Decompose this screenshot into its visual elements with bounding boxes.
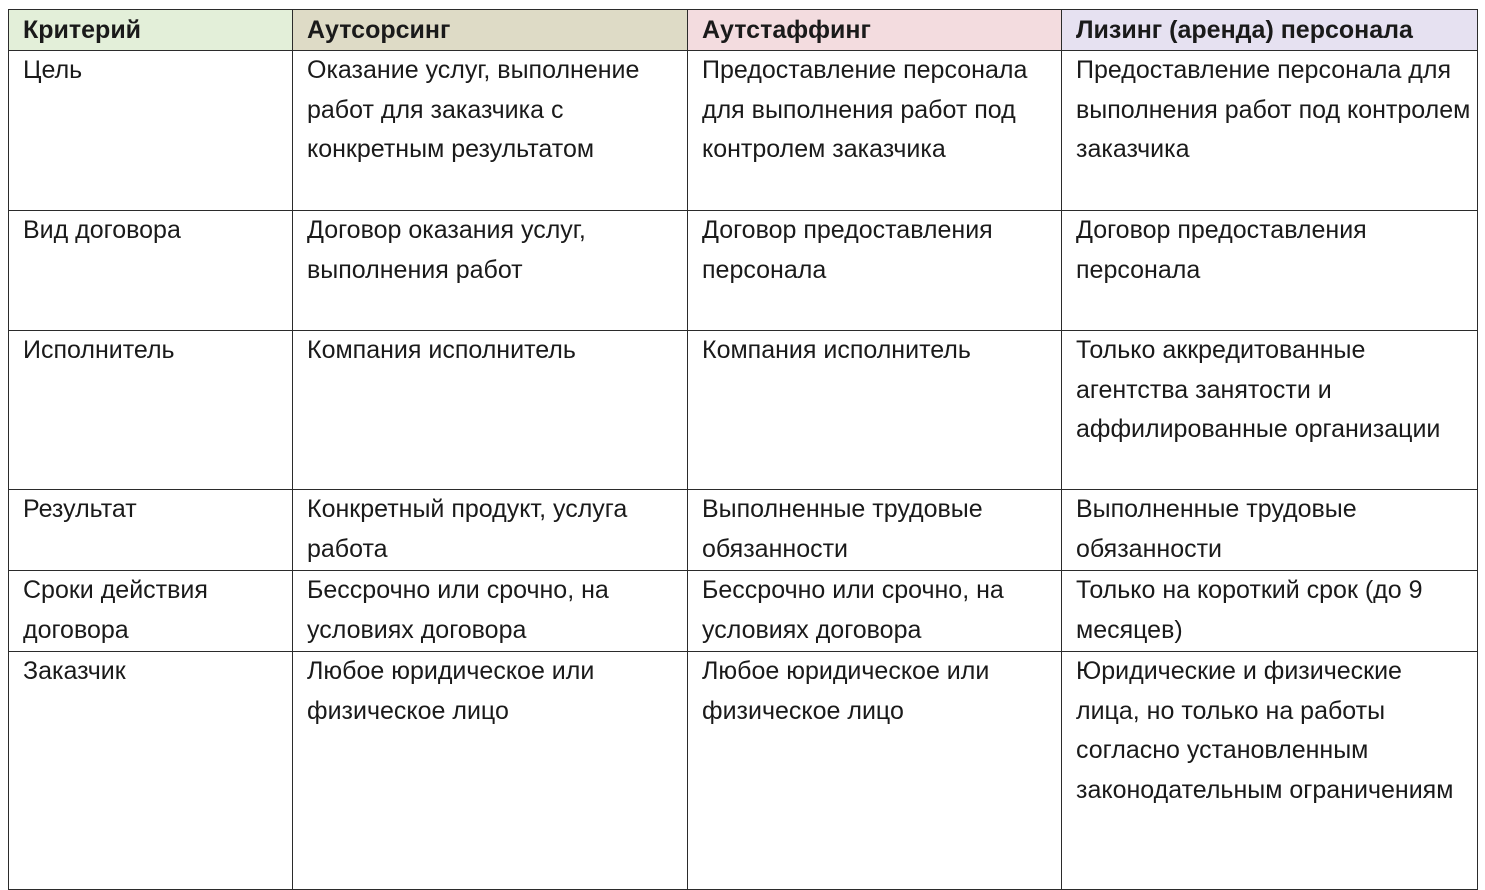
cell-text: Вид договора [23,216,181,244]
cell-outstaffing [688,571,1062,652]
cell-text: Договор предоставления персонала [1076,216,1367,284]
cell-outsourcing [293,331,688,490]
header-row [9,10,1478,51]
cell-text: Бессрочно или срочно, на условиях договора [307,576,609,644]
table-row [9,211,1478,331]
table-row [9,652,1478,890]
cell-criterion [9,571,293,652]
cell-text: Выполненные трудовые обязанности [1076,495,1357,563]
cell-text: Юридические и физические лица, но только на работы согласно установленным законодательным ограничениям [1076,657,1454,804]
comparison-table [8,9,1478,890]
cell-criterion [9,331,293,490]
cell-text: Предоставление персонала для выполнения работ под контролем заказчика [1076,56,1471,163]
cell-leasing [1062,652,1478,890]
header-outstaffing: Аутстаффинг [688,10,1062,51]
cell-criterion [9,652,293,890]
table-row [9,331,1478,490]
cell-text: Предоставление персонала для выполнения работ под контролем заказчика [702,56,1028,163]
cell-text: Сроки действия договора [23,576,208,644]
cell-outstaffing [688,331,1062,490]
cell-outsourcing [293,211,688,331]
cell-outsourcing [293,51,688,211]
cell-text: Конкретный продукт, услуга работа [307,495,628,563]
cell-text: Договор предоставления персонала [702,216,993,284]
table-row [9,571,1478,652]
cell-text: Бессрочно или срочно, на условиях договора [702,576,1004,644]
cell-outstaffing [688,652,1062,890]
cell-outstaffing [688,211,1062,331]
cell-text: Только на короткий срок (до 9 месяцев) [1076,576,1423,644]
cell-text: Любое юридическое или физическое лицо [702,657,990,725]
cell-text: Заказчик [23,657,126,685]
cell-outsourcing [293,652,688,890]
cell-text: Выполненные трудовые обязанности [702,495,983,563]
header-leasing: Лизинг (аренда) персонала [1062,10,1478,51]
header-outsourcing: Аутсорсинг [293,10,688,51]
cell-leasing [1062,490,1478,571]
cell-outsourcing [293,571,688,652]
cell-criterion [9,211,293,331]
cell-text: Компания исполнитель [702,336,971,364]
cell-text: Исполнитель [23,336,175,364]
cell-criterion [9,490,293,571]
header-criterion: Критерий [9,10,293,51]
cell-outstaffing [688,490,1062,571]
cell-outsourcing [293,490,688,571]
table-row [9,490,1478,571]
cell-text: Только аккредитованные агентства занятости и аффилированные организации [1076,336,1441,443]
cell-outstaffing [688,51,1062,211]
cell-leasing [1062,51,1478,211]
cell-criterion [9,51,293,211]
table-row [9,51,1478,211]
cell-text: Результат [23,495,137,523]
cell-leasing [1062,571,1478,652]
cell-leasing [1062,211,1478,331]
cell-text: Договор оказания услуг, выполнения работ [307,216,586,284]
cell-text: Цель [23,56,83,84]
cell-text: Компания исполнитель [307,336,576,364]
cell-leasing [1062,331,1478,490]
cell-text: Любое юридическое или физическое лицо [307,657,595,725]
cell-text: Оказание услуг, выполнение работ для заказчика с конкретным результатом [307,56,640,163]
